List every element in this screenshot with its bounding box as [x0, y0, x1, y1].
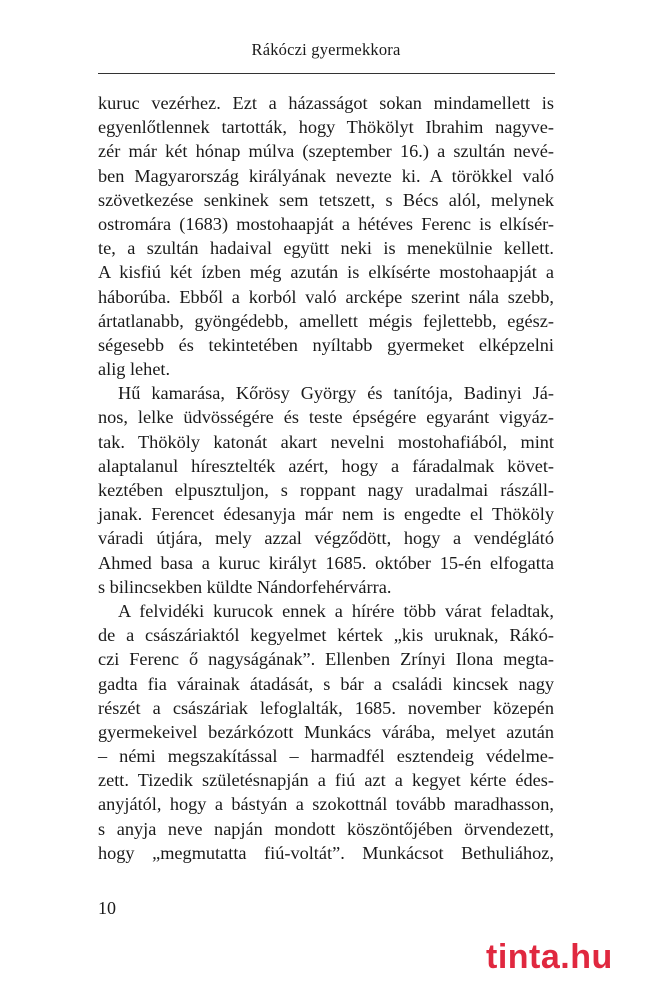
text-line: ostromára (1683) mostohaapját a hétéves Ferenc is elkísér- [98, 213, 554, 234]
text-line: háborúba. Ebből a korból való arcképe szerint nála szebb, [98, 286, 554, 307]
text-line: alaptalanul híresztelték azért, hogy a fáradalmak követ- [98, 455, 554, 476]
text-line: alig lehet. [98, 359, 171, 380]
text-line: szövetkezése senkinek sem tetszett, s Bécs alól, melynek [98, 189, 554, 210]
text-line: A kisfiú két ízben még azután is elkísérte mostohaapját a [98, 262, 554, 283]
text-line: anyjától, hogy a bástyán a szokottnál tovább maradhasson, [98, 794, 554, 815]
text-line: részét a császáriak lefoglalták, 1685. november közepén [98, 697, 554, 718]
text-line: janak. Ferencet édesanyja már nem is engedte el Thököly [98, 504, 554, 525]
text-line: te, a szultán hadaival együtt neki is menekülnie kellett. [98, 238, 554, 259]
text-line: kuruc vezérhez. Ezt a házasságot sokan mindamellett is [98, 93, 554, 113]
text-line: zett. Tizedik születésnapján a fiú azt a kegyet kérte édes- [98, 770, 554, 791]
text-line: zér már két hónap múlva (szeptember 16.) a szultán nevé- [98, 141, 554, 162]
text-line: gyermekeivel bezárkózott Munkács várába, melyet azután [98, 721, 554, 742]
text-line: keztében elpusztuljon, s roppant nagy uradalmai rászáll- [98, 480, 554, 500]
watermark-logo: tinta.hu [486, 938, 613, 976]
text-line: de a császáriaktól kegyelmet kértek „kis uruknak, Rákó- [98, 625, 554, 646]
text-line: ártatlanabb, gyöngédebb, amellett mégis fejlettebb, egész- [98, 310, 554, 331]
body-text [98, 91, 554, 865]
text-line: czi Ferenc ő nagyságának”. Ellenben Zrínyi Ilona megta- [98, 649, 554, 670]
header-rule [98, 73, 555, 74]
text-line: s anyja neve napján mondott köszöntőjében örvendezett, [98, 818, 554, 839]
text-line: egyenlőtlennek tartották, hogy Thökölyt Ibrahim nagyve- [98, 117, 554, 138]
text-line: – némi megszakítással – harmadfél esztendeig védelme- [98, 746, 554, 767]
text-line: Ahmed basa a kuruc királyt 1685. október 15-én elfogatta [98, 552, 554, 573]
text-line: s bilincsekben küldte Nándorfehérvárra. [98, 576, 392, 597]
text-line: A felvidéki kurucok ennek a hírére több várat feladtak, [118, 600, 554, 621]
text-line: Hű kamarása, Kőrösy György és tanítója, Badinyi Já- [118, 383, 554, 404]
page-number: 10 [98, 898, 116, 918]
text-line: nos, lelke üdvösségére és teste épségére egyaránt vigyáz- [98, 407, 554, 428]
text-line: gadta fia várainak átadását, s bár a családi kincsek nagy [98, 673, 554, 694]
text-line: ben Magyarország királyának nevezte ki. A törökkel való [98, 165, 554, 186]
text-line: ségesebb és tekintetében nyíltabb gyermeket elképzelni [98, 334, 554, 355]
text-line: tak. Thököly katonát akart nevelni mostohafiából, mint [98, 431, 554, 452]
running-head: Rákóczi gyermekkora [251, 40, 401, 59]
text-line: hogy „megmutatta fiú-voltát”. Munkácsot Bethuliához, [98, 842, 554, 863]
text-line: váradi útjára, mely azzal végződött, hogy a vendéglátó [98, 528, 554, 549]
